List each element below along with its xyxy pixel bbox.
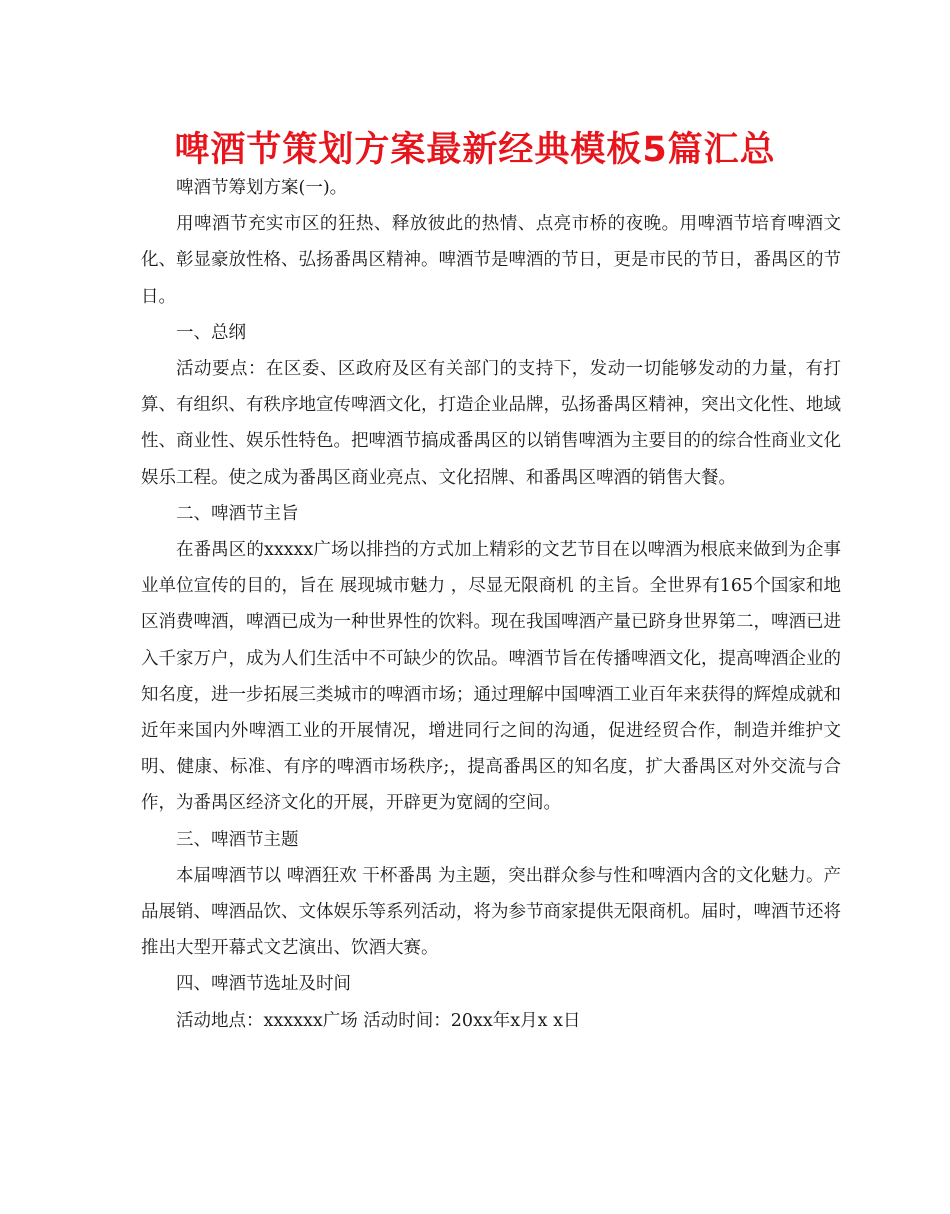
document-body [141,170,841,1039]
paragraph: 在番禺区的xxxxx广场以排挡的方式加上精彩的文艺节目在以啤酒为根底来做到为企事业单位宣传的目的，旨在 展现城市魅力 ，尽显无限商机 的主旨。全世界有165个国家和地区消费啤酒，啤酒已成为一种世界性的饮料。现在我国啤酒产量已跻身世界第二，啤酒已进入千家万户，成为人们生活中不可缺少的饮品。啤酒节旨在传播啤酒文化，提高啤酒企业的知名度，进一步拓展三类城市的啤酒市场；通过理解中国啤酒工业百年来获得的辉煌成就和近年来国内外啤酒工业的开展情况，增进同行之间的沟通，促进经贸合作，制造并维护文明、健康、标准、有序的啤酒市场秩序;，提高番禺区的知名度，扩大番禺区对外交流与合作，为番禺区经济文化的开展，开辟更为宽阔的空间。 [141,540,841,814]
document-title: 啤酒节策划方案最新经典模板5篇汇总 [174,130,776,170]
paragraph: 活动要点：在区委、区政府及区有关部门的支持下，发动一切能够发动的力量，有打算、有组织、有秩序地宣传啤酒文化，打造企业品牌，弘扬番禺区精神，突出文化性、地域性、商业性、娱乐性特色。把啤酒节搞成番禺区的以销售啤酒为主要目的的综合性商业文化娱乐工程。使之成为番禺区商业亮点、文化招牌、和番禺区啤酒的销售大餐。 [141,359,841,488]
paragraph: 啤酒节筹划方案(一)。 [176,178,348,198]
section-heading: 三、啤酒节主题 [176,829,299,850]
section-heading: 四、啤酒节选址及时间 [176,974,351,995]
paragraph: 用啤酒节充实市区的狂热、释放彼此的热情、点亮市桥的夜晚。用啤酒节培育啤酒文化、彰显豪放性格、弘扬番禺区精神。啤酒节是啤酒的节日，更是市民的节日，番禺区的节日。 [141,214,841,307]
section-heading: 一、总纲 [176,322,246,343]
paragraph: 活动地点：xxxxxx广场 活动时间：20xx年x月x x日 [176,1010,581,1031]
paragraph: 本届啤酒节以 啤酒狂欢 干杯番禺 为主题，突出群众参与性和啤酒内含的文化魅力。产品展销、啤酒品饮、文体娱乐等系列活动，将为参节商家提供无限商机。届时，啤酒节还将推出大型开幕式文艺演出、饮酒大赛。 [141,865,841,959]
section-heading: 二、啤酒节主旨 [176,503,299,524]
